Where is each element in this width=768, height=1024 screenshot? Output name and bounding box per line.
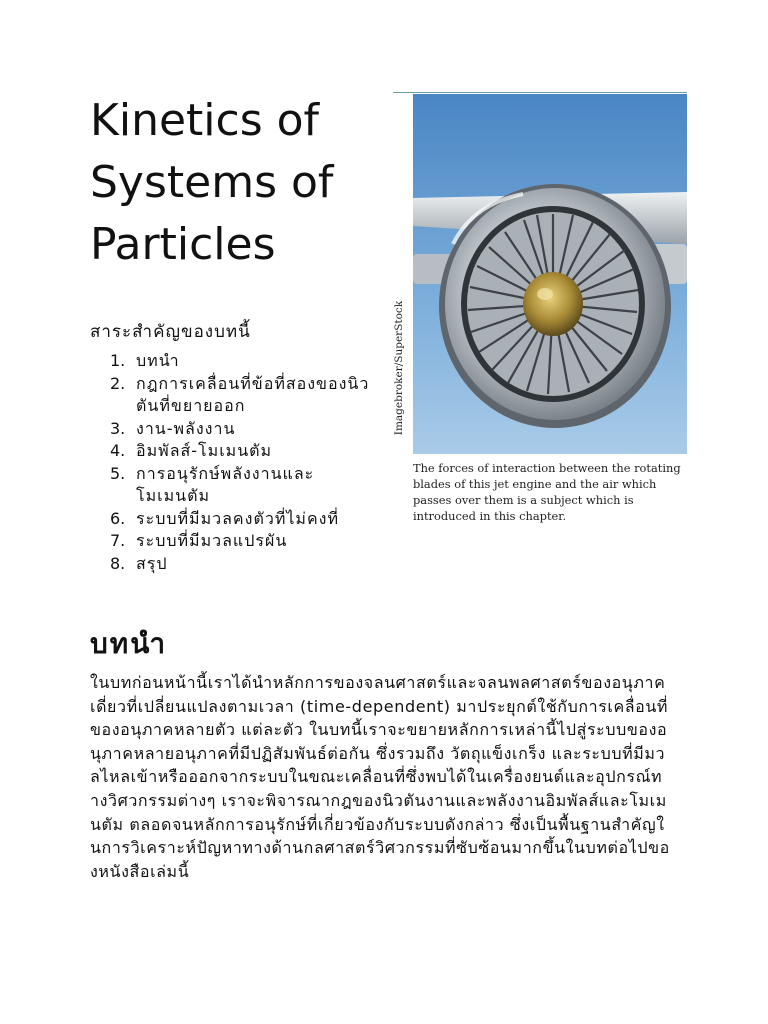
jet-engine-photo — [413, 94, 687, 454]
photo-credit — [389, 292, 405, 452]
toc-item-label: สรุป — [136, 553, 168, 573]
toc-item — [110, 373, 380, 418]
toc-item — [110, 350, 380, 373]
toc-item-number: 7. — [110, 531, 126, 550]
chapter-title — [90, 90, 390, 276]
toc-item — [110, 508, 380, 531]
toc-item-label: อิมพัลส์-โมเมนตัม — [136, 441, 273, 460]
toc-item — [110, 463, 380, 508]
toc-item-label: ระบบที่มีมวลแปรผัน — [136, 531, 288, 550]
toc-item-number: 3. — [110, 418, 126, 438]
toc-item — [110, 418, 380, 441]
chapter-title-line-1: Kinetics of — [90, 95, 320, 146]
figure-caption: The forces of interaction between the rotating blades of this jet engine and the air which passes over them is a subject which is introduced in this chapter. — [413, 461, 681, 523]
table-of-contents — [90, 350, 380, 575]
toc-item-label: กฎการเคลื่อนที่ข้อที่สองของนิวตันที่ขยายออก — [136, 373, 370, 415]
toc-item — [110, 440, 380, 463]
figure-rule — [393, 92, 687, 93]
toc-item-label: บทนำ — [136, 351, 180, 370]
section-body: ในบทก่อนหน้านี้เราได้นำหลักการของจลนศาสตร์และจลนพลศาสตร์ของอนุภาคเดี่ยวที่เปลี่ยนแปลงตามเวลา (time-dependent) มาประยุกต์ใช้กับการเคลื่อนที่ของอนุภาคหลายตัว แต่ละตัว ในบทนี้เราจะขยายหลักการเหล่านี้ไปสู่ระบบของอนุภาคหลายอนุภาคที่มีปฏิสัมพันธ์ต่อกัน ซึ่งรวมถึง วัตถุแข็งเกร็ง และระบบที่มีมวลไหลเข้าหรือออกจากระบบในขณะเคลื่อนที่ซึ่งพบได้ในเครื่องยนต์และอุปกรณ์ทางวิศวกรรมต่างๆ เราจะพิจารณากฎของนิวตันงานและพลังงานอิมพัลส์และโมเมนตัม ตลอดจนหลักการอนุรักษ์ที่เกี่ยวข้องกับระบบดังกล่าว ซึ่งเป็นพื้นฐานสำคัญในการวิเคราะห์ปัญหาทางด้านกลศาสตร์วิศวกรรมที่ซับซ้อนมากขึ้นในบทต่อไปของหนังสือเล่มนี้ — [90, 673, 670, 881]
toc-item-number: 8. — [110, 553, 126, 573]
toc-item-label: งาน-พลังงาน — [136, 418, 236, 438]
toc-item-label: ระบบที่มีมวลคงตัวที่ไม่คงที่ — [136, 508, 340, 528]
toc-item-number: 5. — [110, 463, 126, 483]
toc-item-label: การอนุรักษ์พลังงานและ โมเมนตัม — [136, 463, 315, 505]
toc-item — [110, 530, 380, 553]
chapter-title-line-3: Particles — [90, 219, 276, 270]
chapter-title-line-2: Systems of — [90, 157, 334, 208]
toc-item-number: 1. — [110, 351, 126, 370]
toc-item-number: 6. — [110, 508, 126, 528]
photo-credit-text: Imagebroker/SuperStock — [393, 300, 405, 436]
toc-heading: สาระสำคัญของบทนี้ — [90, 322, 251, 342]
toc-item — [110, 553, 380, 576]
section-heading: บทนำ — [90, 627, 168, 660]
toc-item-number: 4. — [110, 441, 126, 460]
toc-item-number: 2. — [110, 373, 126, 393]
